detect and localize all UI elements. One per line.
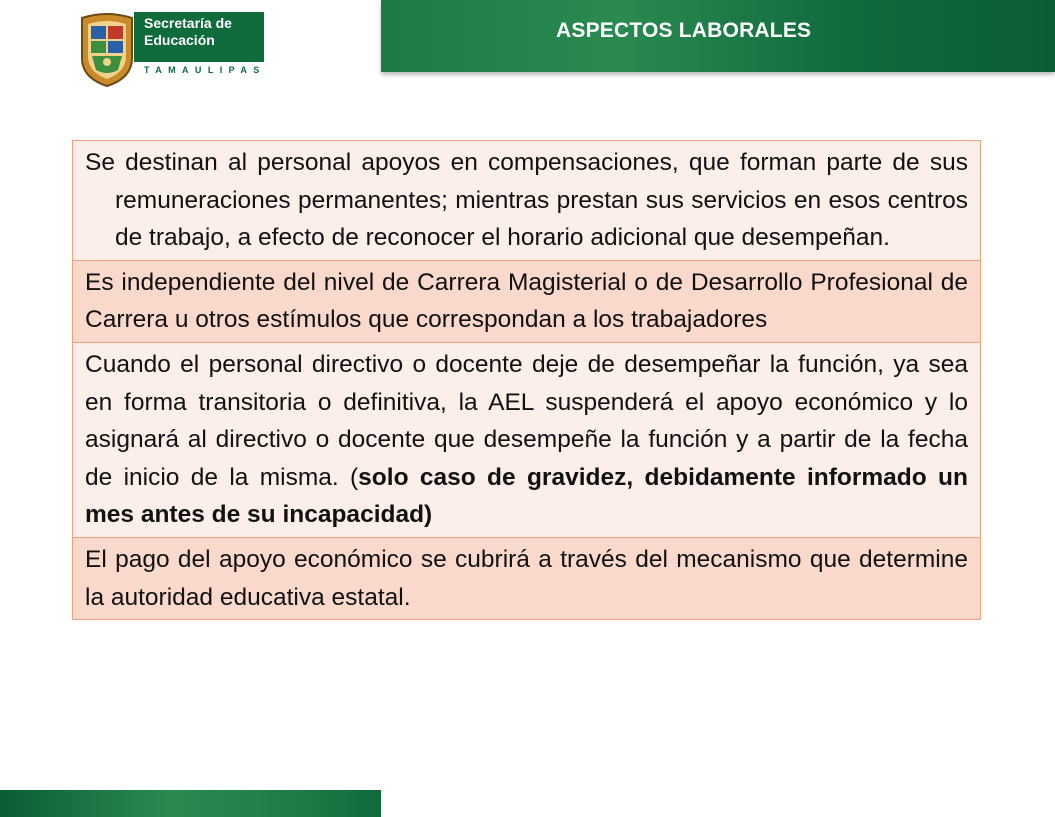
table-cell xyxy=(73,141,981,261)
logo-state: TAMAULIPAS xyxy=(144,65,266,75)
tamaulipas-coat-of-arms-icon xyxy=(78,12,136,88)
logo-line2: Educación xyxy=(144,32,215,48)
row-text: Se destinan al personal apoyos en compensaciones, que forman parte de sus remuneraciones permanentes; mientras prestan sus servicios en esos centros de trabajo, a efecto de reconocer el horario adicional que desempeñan. xyxy=(85,149,968,252)
table-row xyxy=(73,342,981,537)
page-title: ASPECTOS LABORALES xyxy=(556,19,812,42)
table-cell xyxy=(73,342,981,537)
table-cell xyxy=(73,537,981,619)
table-row xyxy=(73,260,981,342)
logo-line1: Secretaría de xyxy=(144,15,232,31)
table-row xyxy=(73,141,981,261)
logo xyxy=(78,12,268,88)
row-text-bold: solo caso de gravidez, debidamente informado un mes antes de su incapacidad) xyxy=(85,463,968,529)
row-text: Cuando el personal directivo o docente deje de desempeñar la función, ya sea en forma transitoria o definitiva, la AEL suspenderá el apoyo económico y lo asignará al directivo o docente que desempeñe la función y a partir de la fecha de inicio de la misma. ( xyxy=(85,350,968,491)
table-row xyxy=(73,537,981,619)
content-table xyxy=(72,140,981,620)
footer-band xyxy=(0,790,381,817)
row-text: El pago del apoyo económico se cubrirá a través del mecanismo que determine la autoridad educativa estatal. xyxy=(85,545,968,611)
row-text: Es independiente del nivel de Carrera Magisterial o de Desarrollo Profesional de Carrera u otros estímulos que correspondan a los trabajadores xyxy=(85,268,968,334)
table-cell xyxy=(73,260,981,342)
